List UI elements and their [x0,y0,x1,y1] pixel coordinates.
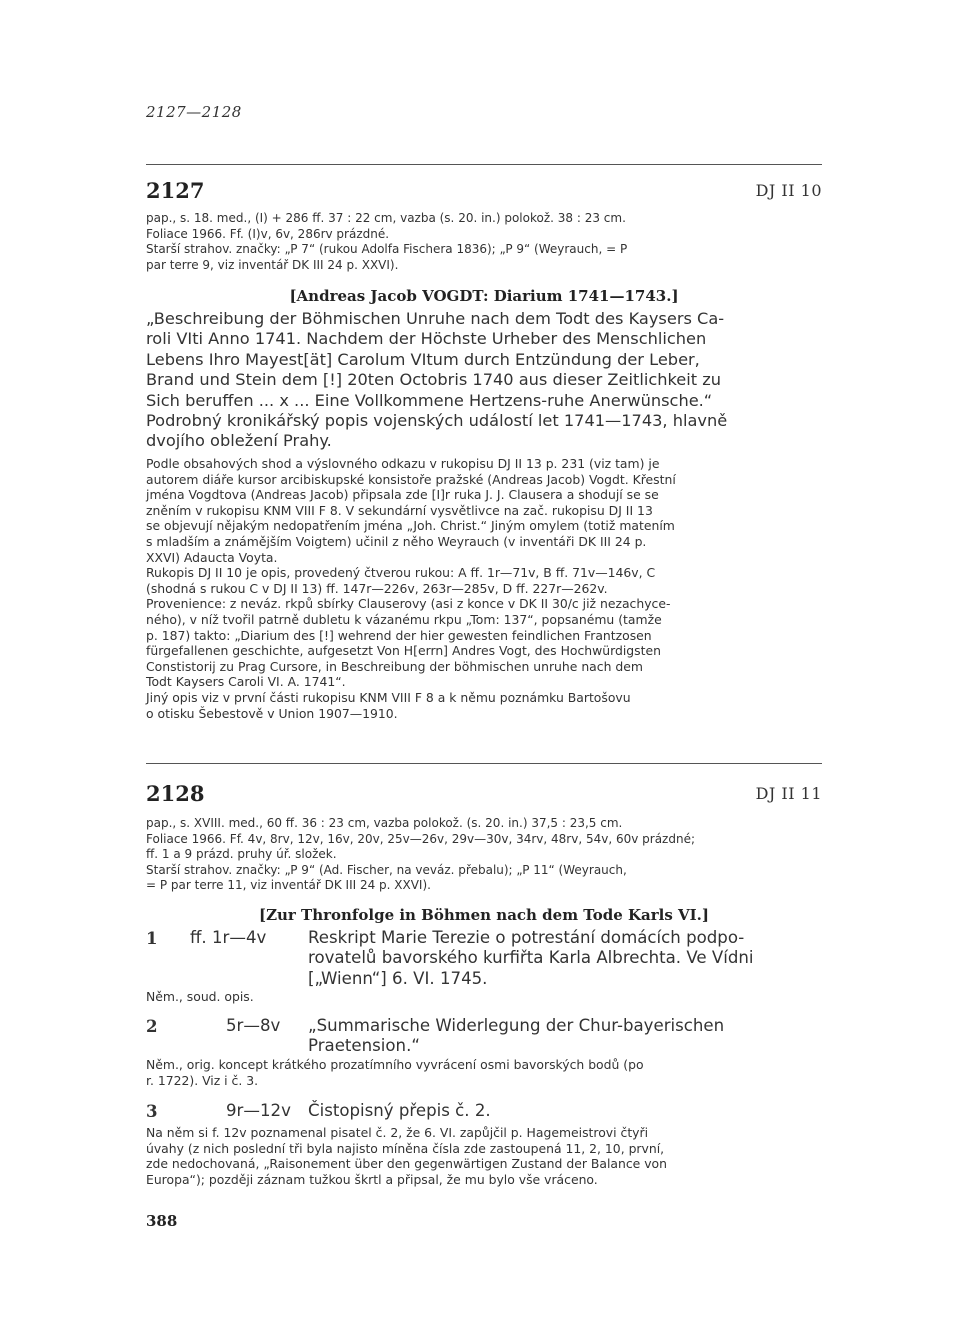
note-line: s mladším a známějším Voigtem) učinil z něho Weyrauch (v inventáři DK III 24 p. [146,533,647,549]
note-line: se objevují nějakým nedopatřením jména „Joh. Christ.“ Jiným omylem (totiž matením [146,518,675,534]
entry-2127-incipit [146,309,822,452]
item-3-note [146,1125,822,1187]
meta-line: ff. 1 a 9 prázd. pruhy úř. složek. [146,847,337,862]
note-line: Rukopis DJ II 10 je opis, provedený čtverou rukou: A ff. 1r—71v, B ff. 71v—146v, C [146,565,656,581]
item-text-line: Reskript Marie Terezie o potrestání domácích podpo- [308,928,745,947]
entry-divider-rule [146,763,822,764]
item-number: 1 [146,928,158,948]
shelfmark: DJ II 10 [755,181,822,200]
note-line: Něm., orig. koncept krátkého prozatímního vyvrácení osmi bavorských bodů (po [146,1057,644,1072]
note-line: úvahy (z nich poslední tři byla najisto míněna čísla zde zastoupená 11, 2, 10, první, [146,1140,665,1156]
note-line: Na něm si f. 12v poznamenal pisatel č. 2, že 6. VI. zapůjčil p. Hagemeistrovi čtyři [146,1125,649,1140]
page-number: 388 [146,1212,178,1230]
note-line: zde nedochovaná, „Raisonement über den gegenwärtigen Zustand der Balance von [146,1156,667,1172]
item-text-line: „Summarische Widerlegung der Chur-bayerischen [308,1016,725,1035]
content-item-1 [146,928,822,992]
note-line: (shodná s rukou C v DJ II 13) ff. 147r—226v, 263r—285v, D ff. 227r—262v. [146,580,608,596]
meta-line: par terre 9, viz inventář DK III 24 p. XXVI). [146,257,399,272]
entry-2128-title: [Zur Thronfolge in Böhmen nach dem Tode Karls VI.] [258,906,710,924]
note-line: Constistorij zu Prag Cursore, in Beschreibung der böhmischen unruhe nach dem [146,658,643,674]
running-head: 2127—2128 [146,103,242,121]
entry-2128-physical-description [146,816,822,894]
meta-line: pap., s. XVIII. med., 60 ff. 36 : 23 cm, vazba polokož. (s. 20. in.) 37,5 : 23,5 cm. [146,816,623,830]
note-line: r. 1722). Viz i č. 3. [146,1072,259,1088]
item-description [308,1016,822,1057]
entry-2127-physical-description [146,211,822,273]
meta-line: Foliace 1966. Ff. (I)v, 6v, 286rv prázdné. [146,226,390,241]
content-item-2 [146,1016,822,1060]
incipit-line: dvojího obležení Prahy. [146,431,332,451]
note-line: jména Vogdtova (Andreas Jacob) připsala zde [I]r ruka J. J. Clausera a shodují se se [146,487,659,503]
item-2-note [146,1057,822,1088]
header-rule [146,164,822,165]
item-description [308,1101,822,1121]
note-line: ného), v níž tvořil patrně dubletu k vázanému rkpu „Tom: 137“, popsanému (tamže [146,611,662,627]
entry-number: 2127 [146,178,205,203]
entry-2128-header [146,781,822,809]
meta-line: pap., s. 18. med., (I) + 286 ff. 37 : 22 cm, vazba (s. 20. in.) polokož. 38 : 23 cm. [146,211,626,225]
item-number: 3 [146,1101,158,1121]
note-line: Jiný opis viz v první části rukopisu KNM VIII F 8 a k němu poznámku Bartošovu [146,689,631,705]
note-line: Todt Kaysers Caroli VI. A. 1741“. [146,674,346,690]
note-line: XXVI) Adaucta Voyta. [146,549,278,565]
entry-2127-title: [Andreas Jacob VOGDT: Diarium 1741—1743.] [289,287,679,305]
shelfmark: DJ II 11 [755,784,822,803]
item-text-line: rovatelů bavorského kurfiřta Karla Albrechta. Ve Vídni [308,948,754,968]
incipit-line: Lebens Ihro Mayest[ät] Carolum VItum durch Entzündung der Leber, [146,349,700,369]
entry-2127-notes [146,456,822,721]
note-line: Provenience: z neváz. rkpů sbírky Clauserovy (asi z konce v DK II 30/c již nezachyce- [146,596,671,612]
item-text-line: Praetension.“ [308,1036,420,1056]
note-line: autorem diáře kursor arcibiskupské konsistoře pražské (Andreas Jacob) Vogdt. Křestní [146,471,676,487]
content-item-3 [146,1101,822,1123]
entry-2127-header [146,178,822,206]
note-line: fürgefallenen geschichte, aufgesetzt Von H[errn] Andres Vogt, des Hochwürdigsten [146,643,661,659]
item-number: 2 [146,1016,158,1036]
note-line: p. 187) takto: „Diarium des [!] wehrend der hier gewesten feindlichen Frantzosen [146,627,652,643]
meta-line: Starší strahov. značky: „P 9“ (Ad. Fischer, na veváz. přebalu); „P 11“ (Weyrauch, [146,862,627,877]
note-line: Podle obsahových shod a výslovného odkazu v rukopisu DJ II 13 p. 231 (viz tam) je [146,456,660,471]
note-line: zněním v rukopisu KNM VIII F 8. V sekundární vysvětlivce na zač. rukopisu DJ II 13 [146,502,653,518]
item-folio: ff. 1r—4v [190,928,267,947]
incipit-line: Brand und Stein dem [!] 20ten Octobris 1740 aus dieser Zeitlichkeit zu [146,370,721,390]
note-line: Něm., soud. opis. [146,989,254,1004]
meta-line: Starší strahov. značky: „P 7“ (rukou Adolfa Fischera 1836); „P 9“ (Weyrauch, = P [146,242,628,257]
incipit-line: roli VIti Anno 1741. Nachdem der Höchste Urheber des Menschlichen [146,329,707,349]
incipit-line: Podrobný kronikářský popis vojenských událostí let 1741—1743, hlavně [146,411,728,431]
item-folio: 5r—8v [226,1016,281,1035]
item-text-line: Čistopisný přepis č. 2. [308,1101,491,1120]
meta-line: = P par terre 11, viz inventář DK III 24 p. XXVI). [146,878,431,893]
item-folio: 9r—12v [226,1101,291,1120]
item-text-line: [„Wienn“] 6. VI. 1745. [308,968,488,988]
entry-number: 2128 [146,781,205,806]
note-line: Europa“); později záznam tužkou škrtl a připsal, že mu bylo vše vráceno. [146,1171,598,1187]
incipit-line: „Beschreibung der Böhmischen Unruhe nach dem Todt des Kaysers Ca- [146,309,725,328]
item-1-note [146,989,822,1005]
incipit-line: Sich beruffen ... x ... Eine Vollkommene Hertzens-ruhe Anerwünsche.“ [146,390,713,410]
item-description [308,928,822,989]
meta-line: Foliace 1966. Ff. 4v, 8rv, 12v, 16v, 20v, 25v—26v, 29v—30v, 34rv, 48rv, 54v, 60v prázdné; [146,831,695,846]
note-line: o otisku Šebestově v Union 1907—1910. [146,705,398,721]
